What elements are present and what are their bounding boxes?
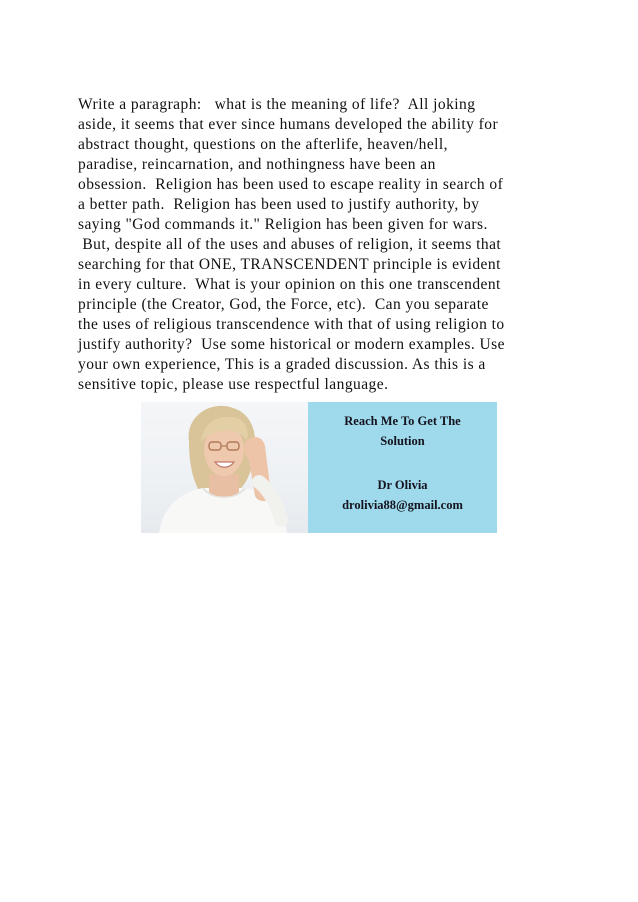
woman-photo bbox=[141, 402, 308, 533]
text-line: But, despite all of the uses and abuses of religion, it seems that bbox=[78, 236, 502, 253]
text-line: a better path. Religion has been used to justify authority, by bbox=[78, 196, 480, 213]
text-line: principle (the Creator, God, the Force, etc). Can you separate bbox=[78, 296, 489, 313]
contact-panel bbox=[308, 402, 497, 533]
text-line: aside, it seems that ever since humans developed the ability for bbox=[78, 116, 499, 133]
text-line: obsession. Religion has been used to escape reality in search of bbox=[78, 176, 504, 193]
contact-ad-banner bbox=[141, 402, 497, 533]
text-line: in every culture. What is your opinion on this one transcendent bbox=[78, 276, 501, 293]
woman-portrait-illustration bbox=[141, 402, 308, 533]
contact-email: drolivia88@gmail.com bbox=[342, 498, 463, 512]
ad-headline: Reach Me To Get The bbox=[344, 414, 461, 428]
text-line: paradise, reincarnation, and nothingness have been an bbox=[78, 156, 436, 173]
text-line: saying "God commands it." Religion has been given for wars. bbox=[78, 216, 488, 233]
text-line: abstract thought, questions on the afterlife, heaven/hell, bbox=[78, 136, 449, 153]
assignment-prompt bbox=[78, 95, 548, 395]
text-line: your own experience, This is a graded discussion. As this is a bbox=[78, 356, 486, 373]
text-line: justify authority? Use some historical or modern examples. Use bbox=[78, 336, 505, 353]
text-line: the uses of religious transcendence with that of using religion to bbox=[78, 316, 505, 333]
text-line: sensitive topic, please use respectful language. bbox=[78, 376, 389, 393]
text-line: Write a paragraph: what is the meaning of life? All joking bbox=[78, 96, 476, 113]
text-line: searching for that ONE, TRANSCENDENT principle is evident bbox=[78, 256, 501, 273]
ad-headline-continued: Solution bbox=[380, 434, 425, 448]
contact-name: Dr Olivia bbox=[377, 478, 428, 492]
